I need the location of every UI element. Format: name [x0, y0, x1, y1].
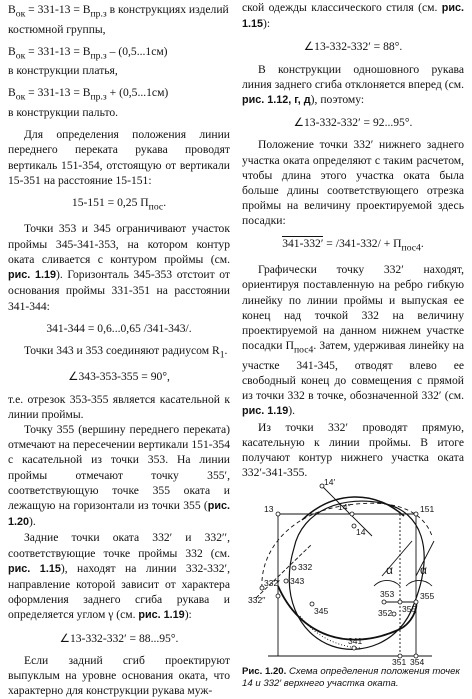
formula-ease: $341-332' = /341-332/ + П_{пос4}$. — [282, 236, 424, 253]
label-332: 332 — [298, 562, 313, 572]
right-column — [242, 0, 464, 480]
formula-15-151: 15-151 = 0,25 $П_{пос}$. — [71, 195, 167, 213]
alpha-arc-1 — [374, 580, 400, 586]
paragraph-front-fold: Для определения положения линии переднего переката рукава проводят вертикаль 151-354, отстоящую от вертикали 15-351 на расстояние 15-151: — [8, 128, 230, 187]
formula-341-344: 341-344 = 0,6...0,65 /341-343/. — [46, 321, 192, 335]
label-343: 343 — [290, 576, 305, 586]
paragraph-one-seam: В конструкции одношовного рукава линия заднего сгиба отклоняется вперед (см. рис. 1.12, г, д), поэтому: — [242, 62, 464, 107]
figure-caption — [242, 666, 464, 689]
label-13: 13 — [264, 504, 274, 514]
alpha-arc-2 — [406, 580, 432, 586]
label-355: 355 — [420, 591, 435, 601]
label-345: 345 — [314, 606, 329, 616]
paragraph-tangent-line: Из точки 332′ проводят прямую, касательную к линии проймы. В итоге получают контур нижнего участка оката 332′-341-355. — [242, 420, 464, 480]
paragraph-graphic-method: Графически точку 332′ находят, ориентируя поставленную на ребро гибкую линейку по линии проймы и выпуская ее конец над точкой 332 на величину проектируемой на данном нижнем участке посадки $П_{пос4}$. Затем, удерживая линейку на участке 341-345, отводят влево ее свободный конец до совмещения с прямой из точки 332 в точке, обозначенной 332′ (см. рис. 1.19). — [242, 263, 464, 418]
label-14: 14 — [356, 527, 366, 537]
formula-dress: $В_{ок} = 331-13 = В_{пр.з} - (0,5...1см)$ в конструкции платья, — [8, 44, 168, 78]
label-14-prime: 14′ — [324, 477, 336, 487]
paragraph-classic-style: ской одежды классического стиля (см. рис. 1.15): — [242, 1, 464, 31]
formula-angle-92-95: ∠13-332-332′ = 92...95°. — [293, 116, 413, 130]
label-332-double-prime: 332′′ — [248, 595, 266, 605]
label-355-alt: 355 — [402, 604, 417, 614]
formula-costume: $В_{ок} = 331-13 = В_{пр.з}$ в конструкциях изделий костюмной группы, — [8, 3, 229, 36]
paragraph-back-points: Задние точки оката 332′ и 332′′, соответствующие точке проймы 332 (см. рис. 1.15), находят на линии 332-332′, направление которой зависит от характера оформления заднего сгиба рукава и определяется углом γ (см. рис. 1.19): — [8, 531, 230, 622]
label-alpha-1: α — [386, 563, 393, 577]
label-341: 341 — [348, 636, 363, 646]
figure-caption-label: Рис. 1.20. — [242, 666, 287, 677]
figure-1-20 — [242, 476, 464, 666]
paragraph-point-332-prime: Положение точки 332′ нижнего заднего участка оката определяют с таким расчетом, чтобы длина этого участка оката была больше длины соответствующего отрезка проймы на величину проектируемой здесь посадки: — [242, 138, 464, 228]
paragraph-points-353-345: Точки 353 и 345 ограничивают участок проймы 345-341-353, на котором контур оката сливается с контуром проймы (см. рис. 1.19). Горизонталь 345-353 отстоит от основания проймы 331-351 на расстоянии 341-344: — [8, 222, 230, 313]
paragraph-tangent: т.е. отрезок 353-355 является касательной к линии проймы. — [8, 392, 230, 421]
label-151: 151 — [420, 504, 435, 514]
sleeve-cap-dashed — [262, 503, 435, 588]
armhole-diagram — [242, 476, 464, 666]
paragraph-radius: Точки 343 и 353 соединяют радиусом $R_1$. — [24, 343, 228, 361]
formula-angle-88-95: ∠13-332-332′ = 88...95°. — [59, 631, 179, 645]
formula-angle-343: ∠343-353-355 = 90°, — [68, 370, 170, 384]
paragraph-point-355: Точку 355 (вершину переднего переката) отмечают на пересечении вертикали 151-354 с касательной из точки 353. На линии проймы отмечают точку 355′, соответствующую точке 355 оката и лежащую на горизонтали из точки 355 (рис. 1.20). — [8, 423, 230, 529]
paragraph-back-fold: Если задний сгиб проектируют выпуклым на уровне основания оката, что характерно для конструкции рукава муж- — [8, 653, 230, 698]
label-alpha-2: α — [420, 563, 427, 577]
label-354: 354 — [410, 657, 425, 666]
label-352: 352 — [378, 608, 393, 618]
figure-caption-text: Схема определения положения точек 14 и 332′ верхнего участка оката. — [242, 666, 460, 689]
left-column — [8, 0, 230, 698]
label-14-double-prime: 14′′ — [338, 502, 351, 512]
label-351: 351 — [392, 657, 407, 666]
formula-angle-88: ∠13-332-332′ = 88°. — [303, 40, 403, 54]
label-332-prime: 332′ — [264, 578, 280, 588]
formula-coat: $В_{ок} = 331-13 = В_{пр.з} + (0,5...1см)$ в конструкции пальто. — [8, 86, 169, 119]
label-353: 353 — [380, 589, 395, 599]
